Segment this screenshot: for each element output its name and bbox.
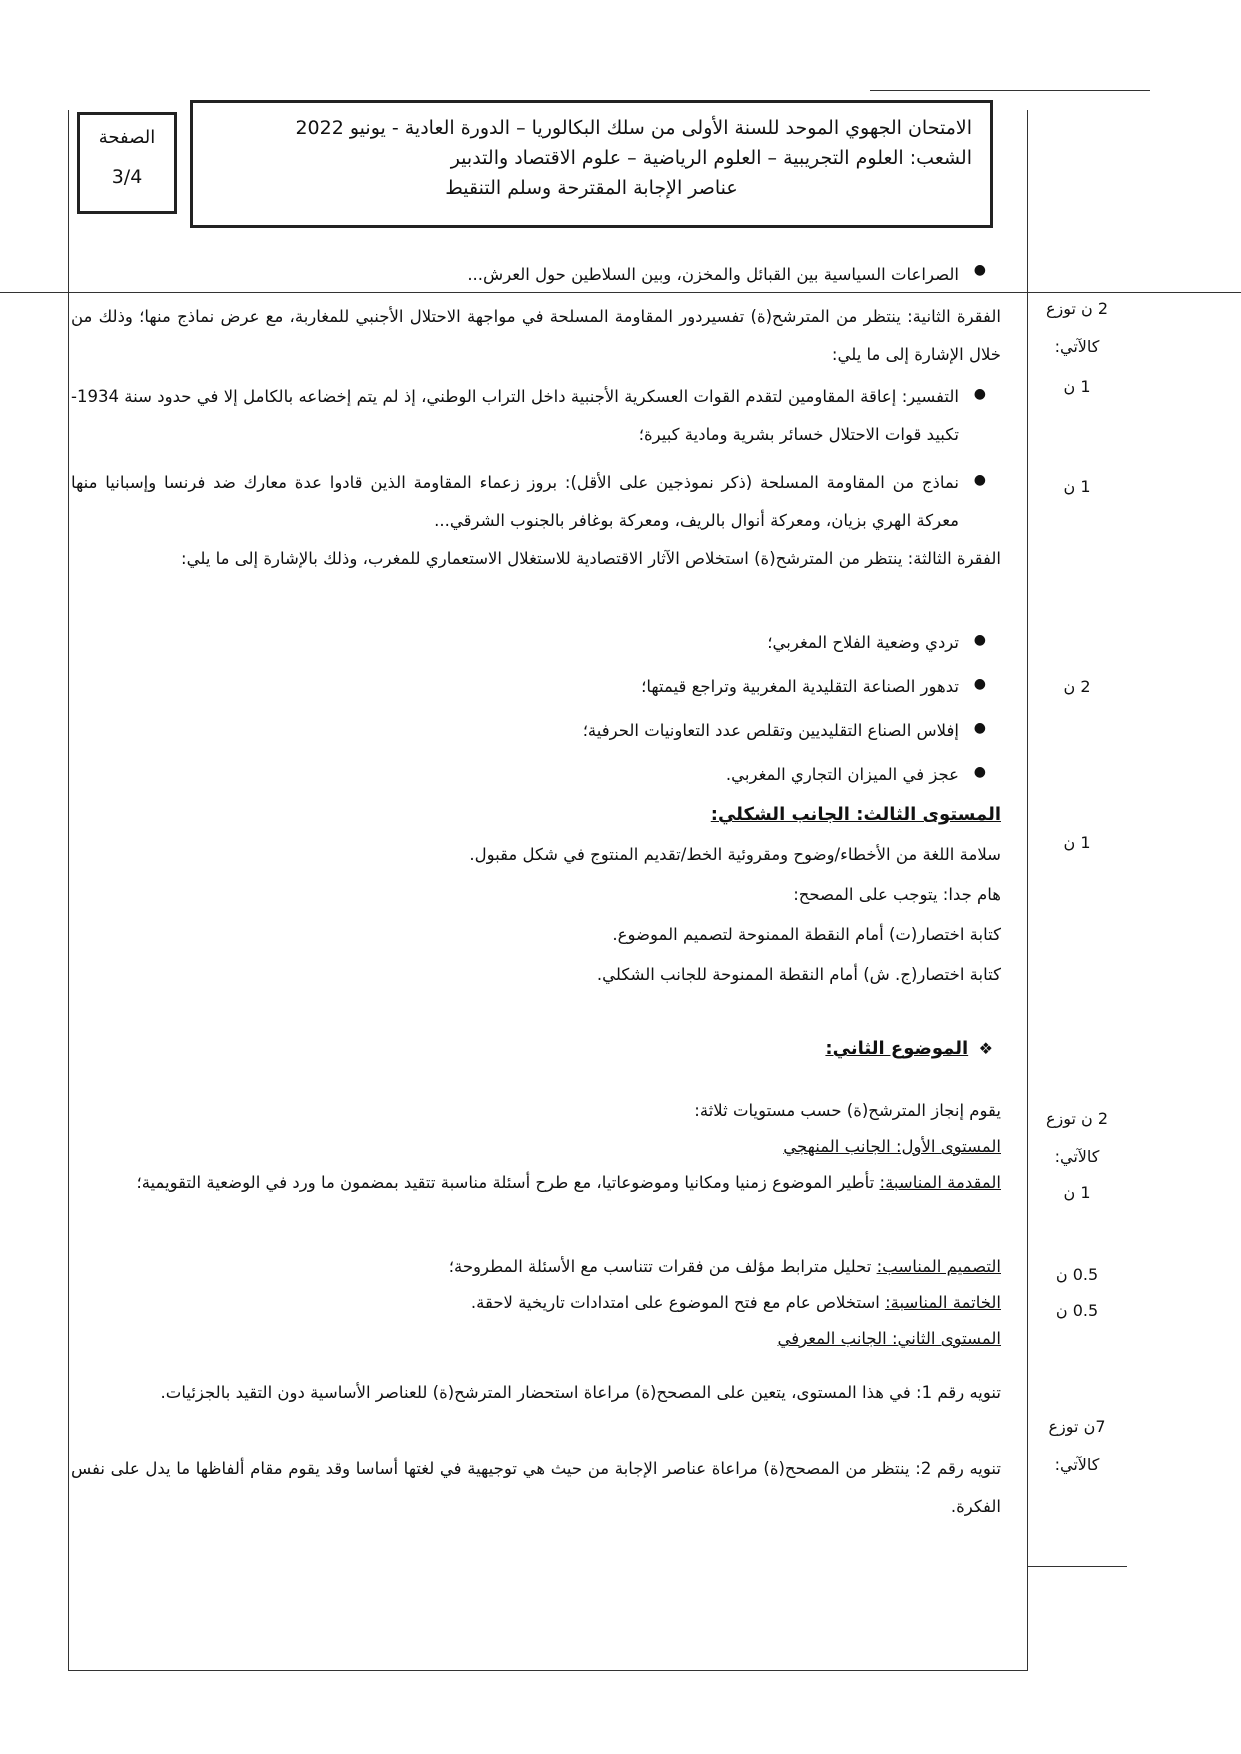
bullet-industry: تدهور الصناعة التقليدية المغربية وتراجع قيمتها؛ (641, 677, 959, 696)
bullet-0: ● (973, 262, 986, 278)
left-border (68, 110, 69, 1670)
level-one-title: المستوى الأول: الجانب المنهجي (783, 1137, 1001, 1156)
mark-6-line-1: 2 ن توزع (1045, 1109, 1109, 1128)
header-subtitle: عناصر الإجابة المقترحة وسلم التنقيط (445, 177, 738, 199)
mark-1-line-1: 2 ن توزع (1045, 299, 1109, 318)
bullet-6: ● (973, 764, 986, 780)
mark-10-line-1: 7ن توزع (1048, 1417, 1106, 1436)
level-one-design (71, 1248, 1001, 1286)
mark-6-line-2: كالآتي: (1054, 1147, 1100, 1166)
header-streams: الشعب: العلوم التجريبية – العلوم الرياضية – علوم الاقتصاد والتدبير (450, 147, 972, 169)
intro-text: تأطير الموضوع زمنيا ومكانيا وموضوعاتيا، مع طرح أسئلة مناسبة تتقيد بمضمون ما ورد في الوضعية التقويمية؛ (136, 1173, 875, 1192)
bullet-1: ● (973, 386, 986, 402)
bullet-interpretation: التفسير: إعاقة المقاومين لتقدم القوات العسكرية الأجنبية داخل التراب الوطني، إذ لم يتم إخضاعه بالكامل إلا في حدود سنة 1934- تكبيد قوات الاحتلال خسائر بشرية ومادية كبيرة؛ (71, 387, 959, 444)
topic-two-title: الموضوع الثاني: (825, 1038, 969, 1059)
mark-10-line-2: كالآتي: (1054, 1455, 1100, 1474)
mark-2: 1 ن (1063, 377, 1091, 396)
table-bottom-line (68, 1670, 1028, 1671)
topic-two-title-row (71, 1030, 1001, 1068)
topic-two-intro: يقوم إنجاز المترشح(ة) حسب مستويات ثلاثة: (694, 1101, 1001, 1120)
bullet-2: ● (973, 472, 986, 488)
mark-1-line-2: كالآتي: (1054, 337, 1100, 356)
bullet-resistance-models: نماذج من المقاومة المسلحة (ذكر نموذجين على الأقل): بروز زعماء المقاومة الذين قادوا عدة معارك ضد فرنسا وإسبانيا منها معركة الهري بزيان، ومعركة أنوال بالريف، ومعركة بوغافر بالجنوب الشرقي... (71, 473, 959, 530)
mark-9: 0.5 ن (1055, 1301, 1099, 1320)
mark-8: 0.5 ن (1055, 1265, 1099, 1284)
bullet-farmer: تردي وضعية الفلاح المغربي؛ (767, 633, 959, 652)
page-number: 3/4 (111, 166, 143, 188)
level-two-title: المستوى الثاني: الجانب المعرفي (777, 1329, 1001, 1348)
paragraph-three-intro: الفقرة الثالثة: ينتظر من المترشح(ة) استخلاص الآثار الاقتصادية للاستغلال الاستعماري للمغرب، وذلك بالإشارة إلى ما يلي: (181, 549, 1001, 568)
bullet-3: ● (973, 632, 986, 648)
note-title: هام جدا: يتوجب على المصحح: (793, 885, 1001, 904)
exam-header (190, 100, 993, 228)
conclusion-label: الخاتمة المناسبة: (885, 1293, 1001, 1312)
level-two-title-row (71, 1320, 1001, 1358)
level-one-conclusion (71, 1284, 1001, 1322)
top-rule (870, 90, 1150, 91)
intro-label: المقدمة المناسبة: (879, 1173, 1001, 1192)
level-three-title (71, 796, 1001, 834)
bullet-artisans: إفلاس الصناع التقليديين وتقلص عدد التعاونيات الحرفية؛ (582, 721, 959, 740)
level-one-intro (71, 1164, 1001, 1202)
bullet-trade-deficit: عجز في الميزان التجاري المغربي. (725, 765, 959, 784)
page-label: الصفحة (98, 127, 156, 148)
mark-7: 1 ن (1063, 1183, 1091, 1202)
paragraph-two-intro: الفقرة الثانية: ينتظر من المترشح(ة) تفسيردور المقاومة المسلحة في مواجهة الاحتلال الأجنبي للمغاربة، مع عرض نماذج منها؛ وذلك من خلال الإشارة إلى ما يلي: (71, 307, 1001, 364)
notice-one: تنويه رقم 1: في هذا المستوى، يتعين على المصحح(ة) مراعاة استحضار المترشح(ة) للعناصر الأساسية دون التقيد بالجزئيات. (160, 1383, 1001, 1402)
bullet-political-conflicts: الصراعات السياسية بين القبائل والمخزن، وبين السلاطين حول العرش... (467, 265, 959, 284)
page-number-box (77, 112, 177, 214)
mark-column-bottom (1027, 1566, 1127, 1567)
bullet-4: ● (973, 676, 986, 692)
level-three-text: سلامة اللغة من الأخطاء/وضوح ومقروئية الخط/تقديم المنتوج في شكل مقبول. (469, 845, 1001, 864)
mark-5: 1 ن (1063, 833, 1091, 852)
level-three-heading: المستوى الثالث: الجانب الشكلي: (710, 804, 1001, 825)
diamond-icon: ❖ (978, 1039, 993, 1058)
note-form-abbrev: كتابة اختصار(ج. ش) أمام النقطة الممنوحة للجانب الشكلي. (596, 965, 1001, 984)
design-text: تحليل مترابط مؤلف من فقرات تتناسب مع الأسئلة المطروحة؛ (448, 1257, 872, 1276)
note-design-abbrev: كتابة اختصار(ت) أمام النقطة الممنوحة لتصميم الموضوع. (612, 925, 1001, 944)
notice-two: تنويه رقم 2: ينتظر من المصحح(ة) مراعاة عناصر الإجابة من حيث هي توجيهية في لغتها أساسا وقد يقوم مقام ألفاظها ما يدل على نفس الفكرة. (71, 1459, 1001, 1516)
mark-4: 2 ن (1063, 677, 1091, 696)
conclusion-text: استخلاص عام مع فتح الموضوع على امتدادات تاريخية لاحقة. (470, 1293, 880, 1312)
bullet-5: ● (973, 720, 986, 736)
mark-3: 1 ن (1063, 477, 1091, 496)
design-label: التصميم المناسب: (876, 1257, 1001, 1276)
header-exam-title: الامتحان الجهوي الموحد للسنة الأولى من سلك البكالوريا – الدورة العادية - يونيو 2022 (295, 117, 972, 139)
level-one-title-row (71, 1128, 1001, 1166)
